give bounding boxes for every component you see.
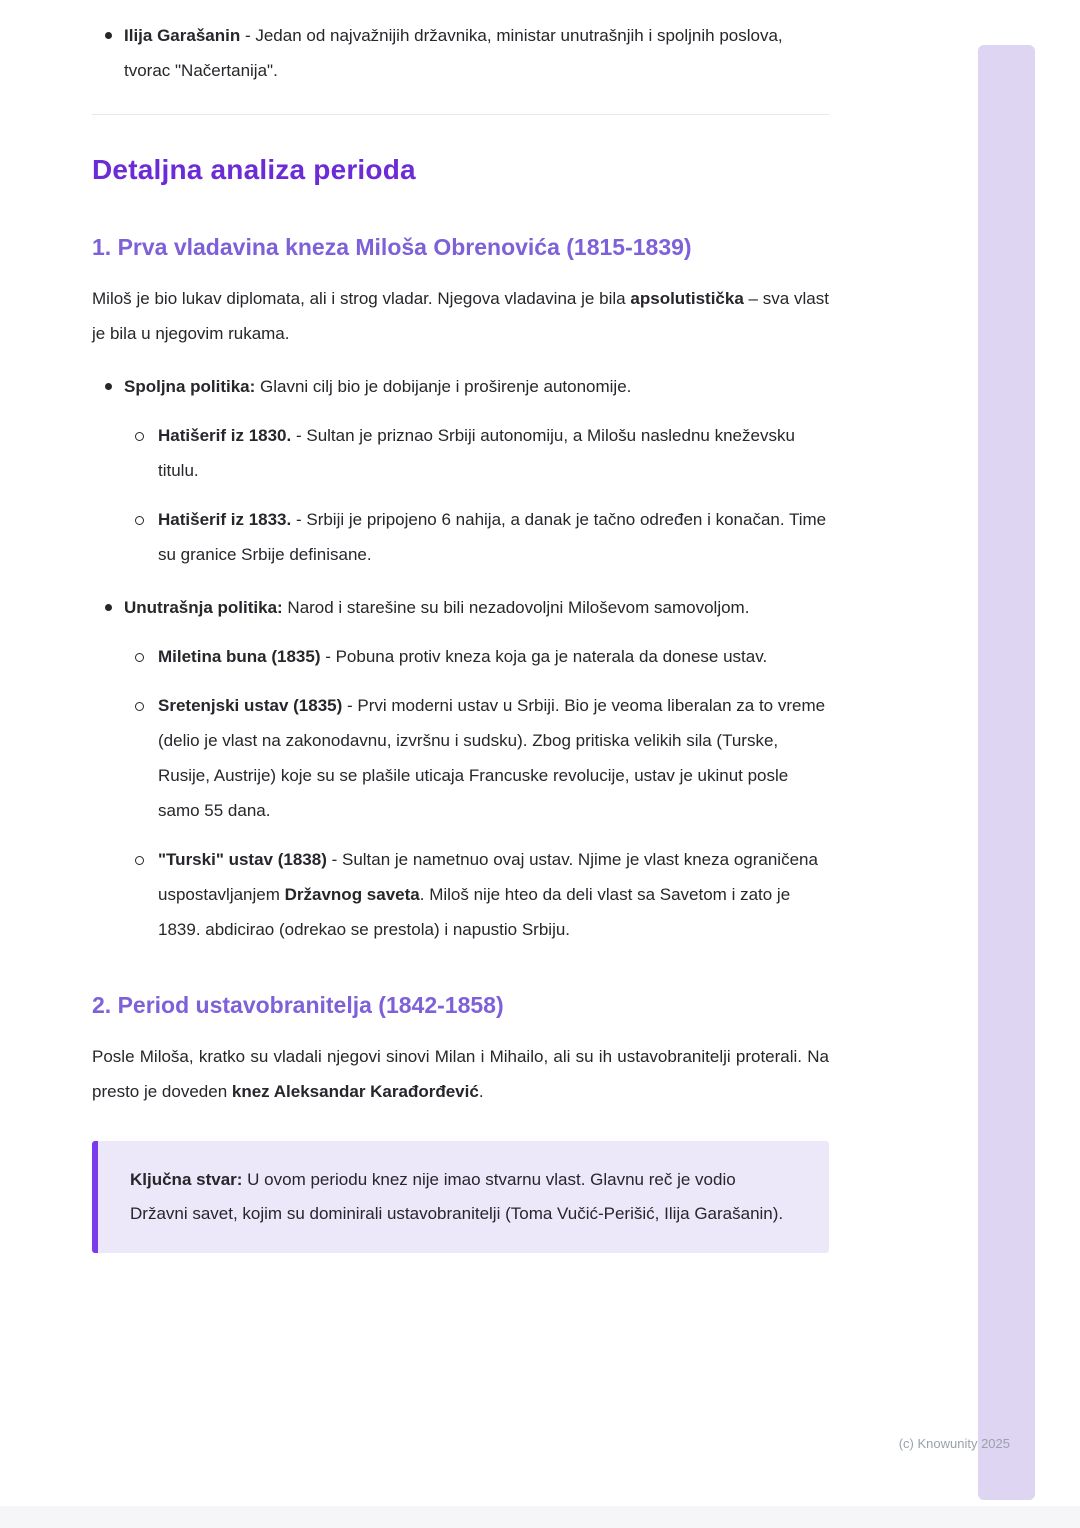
text-run: – sva vlast je bila u njegovim rukama. [92,289,829,343]
section2-heading: 2. Period ustavobranitelja (1842-1858) [92,992,504,1018]
text-run: - Sultan je priznao Srbiji autonomiju, a Milošu naslednu kneževsku titulu. [158,426,795,480]
text-run: Posle Miloša, kratko su vladali njegovi sinovi Milan i Mihailo, ali su ih ustavobranitelji proterali. Na presto je doveden [92,1047,829,1101]
text-run: - Pobuna protiv kneza koja ga je naterala da donese ustav. [320,647,768,666]
text-run: - Sultan je nametnuo ovaj ustav. Njime je vlast kneza ograničena uspostavljanjem [158,850,818,904]
bullet-disc-icon [105,590,124,625]
key-point-callout [92,1141,829,1253]
bold-label: knez Aleksandar Karađorđević [231,1082,479,1101]
watermark: (c) Knowunity 2025 [898,1436,1010,1451]
list-item-ilija-garasanin [92,18,829,88]
list-item-miletina-buna [92,639,829,674]
bullet-circle-icon [135,418,158,453]
text-run: - Srbiji je pripojeno 6 nahija, a danak je tačno određen i konačan. Time su granice Srbije definisane. [158,510,827,564]
text-run: Miloš je bio lukav diplomata, ali i strog vladar. Njegova vladavina je bila [92,289,631,308]
bold-label: Hatišerif iz 1830. [158,426,292,445]
list-item-text [158,639,829,674]
text-run: Glavni cilj bio je dobijanje i proširenje autonomije. [255,377,632,396]
bullet-circle-icon [135,842,158,877]
list-item-unutrasnja-politika [92,590,829,625]
bold-label: "Turski" ustav (1838) [158,850,327,869]
list-item-turski-ustav [92,842,829,947]
text-run: - Jedan od najvažnijih državnika, ministar unutrašnjih i spoljnih poslova, tvorac "Načertanija". [124,26,783,80]
bold-label: Unutrašnja politika: [124,598,283,617]
bullet-circle-icon [135,688,158,723]
list-item-hatiserif-1833 [92,502,829,572]
document-page [92,0,829,1253]
page-bottom-edge [0,1506,1080,1528]
text-run: - Prvi moderni ustav u Srbiji. Bio je veoma liberalan za to vreme (delio je vlast na zakonodavnu, izvršnu i sudsku). Zbog pritiska velikih sila (Turske, Rusije, Austrije) koje su se plašile uticaja Francuske revolucije, ustav je ukinut posle samo 55 dana. [158,696,826,820]
bold-label: Hatišerif iz 1833. [158,510,292,529]
text-run: . [478,1082,484,1101]
bullet-circle-icon [135,639,158,674]
list-item-text [158,418,829,488]
scrollbar[interactable] [978,45,1035,1500]
callout-bold-label: Ključna stvar: [130,1170,243,1189]
section1-heading: 1. Prva vladavina kneza Miloša Obrenovića (1815-1839) [92,234,692,260]
list-item-text [158,842,829,947]
bullet-disc-icon [105,369,124,404]
section2-intro-paragraph [92,1039,829,1109]
list-item-text [158,688,829,828]
list-item-hatiserif-1830 [92,418,829,488]
divider [92,114,829,115]
bold-label: Sretenjski ustav (1835) [158,696,343,715]
list-item-text [158,502,829,572]
bullet-disc-icon [105,18,124,53]
bullet-circle-icon [135,502,158,537]
main-heading: Detaljna analiza perioda [92,154,416,185]
section1-intro-paragraph [92,281,829,351]
text-run: . Miloš nije hteo da deli vlast sa Savetom i zato je 1839. abdicirao (odrekao se prestola) i napustio Srbiju. [158,885,791,939]
list-item-spoljna-politika [92,369,829,404]
list-item-text [124,18,829,88]
bold-label: Spoljna politika: [124,377,256,396]
list-item-text [124,590,829,625]
list-item-text [124,369,829,404]
bold-label: Miletina buna (1835) [158,647,321,666]
bold-label: Državnog saveta [284,885,420,904]
bold-label: apsolutistička [630,289,744,308]
callout-text: U ovom periodu knez nije imao stvarnu vlast. Glavnu reč je vodio Državni savet, kojim su dominirali ustavobranitelji (Toma Vučić-Perišić, Ilija Garašanin). [130,1170,784,1223]
list-item-sretenjski-ustav [92,688,829,828]
text-run: Narod i starešine su bili nezadovoljni Miloševom samovoljom. [282,598,750,617]
bold-label: Ilija Garašanin [124,26,241,45]
